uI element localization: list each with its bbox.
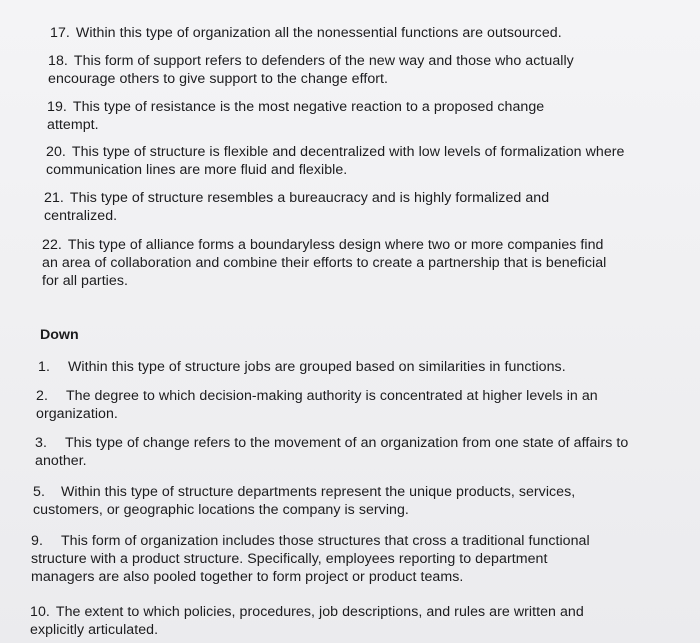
clue-text: This type of change refers to the movement of an organization from one state of affairs to another. bbox=[35, 435, 629, 469]
down-clue-2 bbox=[36, 387, 636, 423]
clue-number: 18. bbox=[48, 53, 68, 69]
across-clue-21 bbox=[44, 189, 592, 225]
clue-number: 5. bbox=[33, 484, 45, 500]
clue-number: 3. bbox=[35, 435, 47, 451]
clue-number: 1. bbox=[38, 359, 50, 375]
clue-text: This type of structure is flexible and decentralized with low levels of formalization where communication lines are more fluid and flexible. bbox=[46, 144, 625, 178]
across-clue-19 bbox=[47, 98, 587, 134]
across-clue-20 bbox=[46, 143, 644, 179]
clue-number: 21. bbox=[44, 190, 64, 206]
down-clue-5 bbox=[33, 483, 643, 519]
down-clue-10 bbox=[30, 603, 630, 639]
down-clue-9 bbox=[31, 532, 609, 586]
clue-text: This form of support refers to defenders of the new way and those who actually encourage others to give support to the change effort. bbox=[48, 53, 574, 87]
clue-number: 19. bbox=[47, 99, 67, 115]
clue-number: 20. bbox=[46, 144, 66, 160]
clue-text: This form of organization includes those structures that cross a traditional functional structure with a product structure. Specifically, employees reporting to department managers are also pooled together to form project or product teams. bbox=[31, 533, 590, 585]
clue-text: Within this type of structure jobs are grouped based on similarities in functions. bbox=[67, 359, 566, 375]
across-clue-18 bbox=[48, 52, 620, 88]
down-heading: Down bbox=[40, 327, 79, 343]
clue-text: The extent to which policies, procedures, job descriptions, and rules are written and explicitly articulated. bbox=[30, 604, 584, 638]
down-clue-3 bbox=[35, 434, 635, 470]
clue-number: 10. bbox=[30, 604, 50, 620]
clue-text: The degree to which decision-making authority is concentrated at higher levels in an organization. bbox=[36, 388, 598, 422]
down-clue-1 bbox=[38, 358, 638, 376]
clue-text: This type of resistance is the most negative reaction to a proposed change attempt. bbox=[47, 99, 545, 133]
clue-number: 22. bbox=[42, 237, 62, 253]
across-clue-17 bbox=[50, 24, 660, 42]
clue-number: 9. bbox=[31, 533, 43, 549]
clue-text: Within this type of structure departments represent the unique products, services, customers, or geographic locations the company is serving. bbox=[33, 484, 576, 518]
clue-text: This type of structure resembles a bureaucracy and is highly formalized and centralized. bbox=[44, 190, 550, 224]
across-clue-22 bbox=[42, 236, 622, 290]
clue-text: Within this type of organization all the nonessential functions are outsourced. bbox=[75, 25, 562, 41]
clue-text: This type of alliance forms a boundaryless design where two or more companies find an area of collaboration and combine their efforts to create a partnership that is beneficial for all parties. bbox=[42, 237, 607, 289]
clue-number: 17. bbox=[50, 25, 70, 41]
clue-number: 2. bbox=[36, 388, 48, 404]
